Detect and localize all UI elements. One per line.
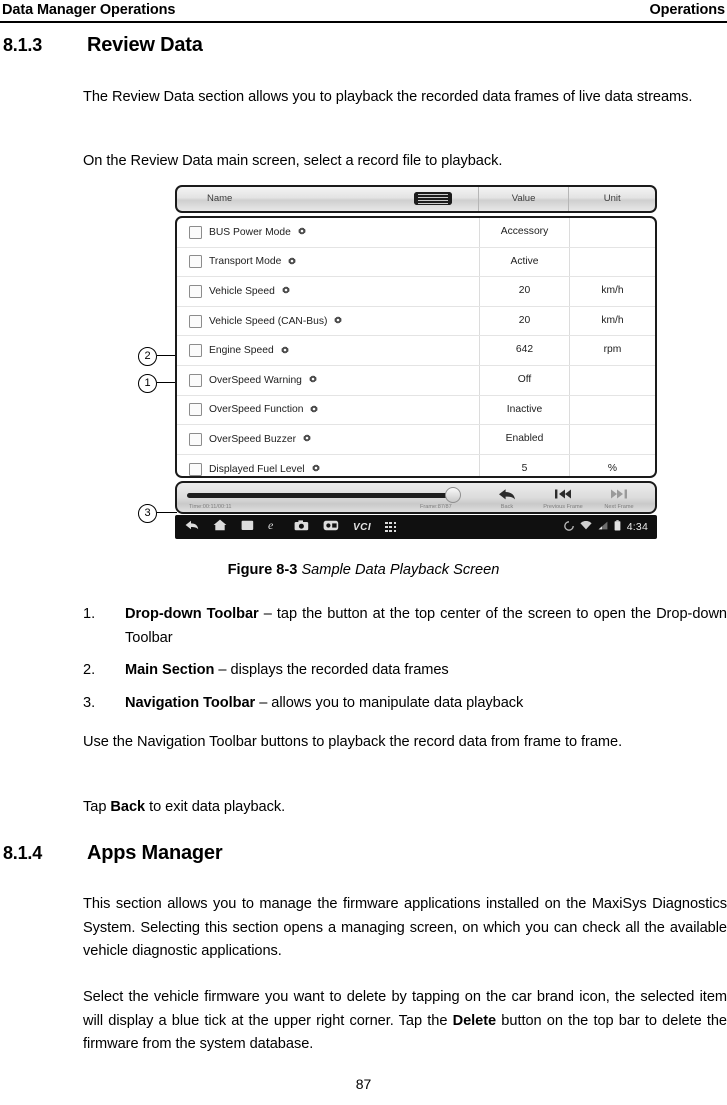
gear-icon[interactable] bbox=[309, 405, 319, 415]
previous-frame-button[interactable] bbox=[535, 487, 591, 510]
svg-text:e: e bbox=[268, 518, 274, 531]
table-row[interactable] bbox=[177, 425, 655, 455]
row-name-label: Vehicle Speed (CAN-Bus) bbox=[209, 315, 328, 327]
row-checkbox[interactable] bbox=[189, 463, 202, 476]
apps2-suffix: button on the top bar to delete the firmware from the system database. bbox=[83, 1012, 727, 1052]
row-value-cell: 642 bbox=[479, 336, 569, 365]
figure-sample-data-playback bbox=[0, 183, 727, 553]
data-rows-container bbox=[177, 218, 655, 476]
header-left-title: Data Manager Operations bbox=[2, 2, 176, 18]
row-name-cell bbox=[177, 315, 479, 328]
table-row[interactable] bbox=[177, 307, 655, 337]
back-arrow-icon bbox=[479, 487, 535, 501]
system-back-icon[interactable] bbox=[185, 518, 199, 536]
list-item-text bbox=[125, 692, 727, 716]
playback-frame-label: Frame:87/87 bbox=[420, 504, 452, 510]
row-checkbox[interactable] bbox=[189, 403, 202, 416]
numbered-list bbox=[83, 603, 727, 724]
list-item bbox=[83, 603, 727, 650]
section-title-2: Apps Manager bbox=[87, 842, 223, 864]
callout-marker-3: 3 bbox=[138, 504, 157, 523]
back-button[interactable] bbox=[479, 487, 535, 510]
battery-icon bbox=[614, 520, 621, 534]
paragraph-tap-back bbox=[83, 796, 727, 820]
gear-icon[interactable] bbox=[302, 434, 312, 444]
callout-leader-2 bbox=[157, 355, 177, 356]
system-recents-icon[interactable] bbox=[241, 518, 254, 536]
section-heading-review-data bbox=[3, 34, 723, 57]
row-name-label: Displayed Fuel Level bbox=[209, 463, 305, 475]
row-name-cell bbox=[177, 255, 479, 268]
gear-icon[interactable] bbox=[297, 227, 307, 237]
tablet-screen bbox=[175, 185, 657, 547]
screenshot-icon[interactable] bbox=[323, 518, 339, 536]
signal-icon bbox=[598, 521, 608, 533]
gear-icon[interactable] bbox=[333, 316, 343, 326]
list-item-text bbox=[125, 603, 727, 650]
android-system-bar[interactable] bbox=[175, 515, 657, 539]
browser-icon[interactable] bbox=[268, 518, 280, 536]
gear-icon[interactable] bbox=[280, 346, 290, 356]
row-value-cell: Enabled bbox=[479, 425, 569, 454]
paragraph-apps-2 bbox=[83, 986, 727, 1057]
gear-icon[interactable] bbox=[281, 286, 291, 296]
playback-time-label: Time:00:11/00:11 bbox=[189, 504, 232, 510]
list-item-number: 3. bbox=[83, 694, 96, 711]
list-item bbox=[83, 659, 727, 683]
paragraph-intro-1: The Review Data section allows you to playback the recorded data frames of live data streams. bbox=[83, 89, 693, 105]
row-name-label: BUS Power Mode bbox=[209, 226, 291, 238]
column-header-name: Name bbox=[207, 193, 233, 204]
callout-leader-1 bbox=[157, 382, 177, 383]
header-divider bbox=[0, 21, 727, 23]
tap-back-suffix: to exit data playback. bbox=[145, 799, 286, 815]
row-unit-cell bbox=[569, 366, 655, 395]
list-item-term: Navigation Toolbar bbox=[125, 694, 256, 711]
callout-marker-2: 2 bbox=[138, 347, 157, 366]
navigation-toolbar[interactable] bbox=[175, 481, 657, 514]
list-item-description: – allows you to manipulate data playback bbox=[255, 694, 524, 711]
previous-frame-icon bbox=[535, 487, 591, 501]
list-item-number: 1. bbox=[83, 606, 96, 622]
row-unit-cell: % bbox=[569, 455, 655, 478]
row-checkbox[interactable] bbox=[189, 255, 202, 268]
playback-slider-track[interactable] bbox=[187, 493, 457, 498]
tap-back-prefix: Tap bbox=[83, 799, 111, 815]
dropdown-toolbar-handle[interactable] bbox=[394, 187, 478, 211]
table-row[interactable] bbox=[177, 396, 655, 426]
row-name-cell bbox=[177, 285, 479, 298]
clock-label: 4:34 bbox=[626, 521, 648, 533]
figure-caption-text: Sample Data Playback Screen bbox=[301, 562, 500, 578]
list-item-number: 2. bbox=[83, 662, 96, 678]
callout-leader-3 bbox=[157, 512, 177, 513]
playback-slider-knob[interactable] bbox=[445, 487, 461, 503]
section-number-2: 8.1.4 bbox=[3, 843, 43, 863]
next-frame-button[interactable] bbox=[591, 487, 647, 510]
list-item-description: – tap the button at the top center of the screen to open the Drop-down Toolbar bbox=[125, 606, 727, 646]
figure-caption bbox=[0, 562, 727, 578]
table-row[interactable] bbox=[177, 336, 655, 366]
delete-keyword: Delete bbox=[452, 1012, 497, 1029]
row-unit-cell: km/h bbox=[569, 307, 655, 336]
row-name-label: OverSpeed Warning bbox=[209, 374, 302, 386]
system-home-icon[interactable] bbox=[213, 518, 227, 536]
row-value-cell: Accessory bbox=[479, 218, 569, 247]
dropdown-toolbar[interactable] bbox=[175, 185, 657, 213]
row-name-label: Vehicle Speed bbox=[209, 285, 275, 297]
row-name-cell bbox=[177, 433, 479, 446]
row-name-cell bbox=[177, 344, 479, 357]
row-unit-cell: km/h bbox=[569, 277, 655, 306]
column-header-unit: Unit bbox=[568, 187, 655, 211]
row-name-label: Transport Mode bbox=[209, 256, 282, 268]
list-item-description: – displays the recorded data frames bbox=[214, 662, 449, 678]
row-value-cell: Off bbox=[479, 366, 569, 395]
row-checkbox[interactable] bbox=[189, 315, 202, 328]
back-keyword: Back bbox=[110, 799, 146, 815]
row-name-cell bbox=[177, 463, 479, 476]
row-unit-cell bbox=[569, 248, 655, 277]
wifi-icon bbox=[580, 521, 592, 533]
row-name-cell bbox=[177, 374, 479, 387]
row-checkbox[interactable] bbox=[189, 374, 202, 387]
row-unit-cell bbox=[569, 218, 655, 247]
drag-handle-icon[interactable] bbox=[414, 192, 452, 205]
table-row[interactable] bbox=[177, 366, 655, 396]
column-header-value: Value bbox=[478, 187, 569, 211]
back-button-label: Back bbox=[500, 504, 514, 510]
row-name-cell bbox=[177, 226, 479, 239]
row-value-cell: Active bbox=[479, 248, 569, 277]
table-row[interactable] bbox=[177, 277, 655, 307]
section-heading-apps-manager bbox=[3, 842, 723, 865]
gear-icon[interactable] bbox=[311, 464, 321, 474]
row-name-cell bbox=[177, 403, 479, 416]
page-number: 87 bbox=[355, 1076, 372, 1092]
apps2-prefix: Select the vehicle firmware you want to delete by tapping on the car brand icon, the selected item will display a blue tick at the upper right corner. Tap the bbox=[83, 989, 727, 1029]
list-item-term: Main Section bbox=[125, 662, 215, 678]
paragraph-intro-2: On the Review Data main screen, select a record file to playback. bbox=[83, 153, 503, 169]
row-name-label: Engine Speed bbox=[209, 345, 274, 357]
previous-frame-label: Previous Frame bbox=[543, 504, 583, 510]
paragraph-apps-1: This section allows you to manage the firmware applications installed on the MaxiSys Diagnostics System. Selecting this section opens a managing screen, on which you can check all the available vehicle diagnostic applications. bbox=[83, 896, 727, 959]
callout-marker-1: 1 bbox=[138, 374, 157, 393]
sync-icon bbox=[564, 521, 574, 534]
next-frame-icon bbox=[591, 487, 647, 501]
row-checkbox[interactable] bbox=[189, 433, 202, 446]
row-checkbox[interactable] bbox=[189, 344, 202, 357]
list-item-text bbox=[125, 659, 727, 683]
row-value-cell: 5 bbox=[479, 455, 569, 478]
section-title: Review Data bbox=[87, 34, 203, 56]
row-value-cell: 20 bbox=[479, 307, 569, 336]
apps-grid-icon[interactable] bbox=[385, 522, 396, 533]
gear-icon[interactable] bbox=[308, 375, 318, 385]
gear-icon[interactable] bbox=[287, 257, 297, 267]
row-name-label: OverSpeed Function bbox=[209, 404, 304, 416]
table-row[interactable] bbox=[177, 455, 655, 478]
system-bar-left-icons bbox=[175, 518, 396, 536]
row-unit-cell: rpm bbox=[569, 336, 655, 365]
section-number: 8.1.3 bbox=[3, 35, 43, 55]
list-item bbox=[83, 692, 727, 716]
list-item-term: Drop-down Toolbar bbox=[125, 606, 259, 622]
row-checkbox[interactable] bbox=[189, 285, 202, 298]
playback-slider[interactable] bbox=[187, 488, 457, 502]
row-name-label: OverSpeed Buzzer bbox=[209, 433, 296, 445]
paragraph-use-navigation: Use the Navigation Toolbar buttons to playback the record data from frame to frame. bbox=[83, 734, 623, 750]
header-right-title: Operations bbox=[649, 2, 725, 18]
camera-icon[interactable] bbox=[294, 518, 309, 536]
next-frame-label: Next Frame bbox=[604, 504, 634, 510]
row-unit-cell bbox=[569, 396, 655, 425]
main-section-data-list[interactable] bbox=[175, 216, 657, 478]
row-value-cell: Inactive bbox=[479, 396, 569, 425]
table-row[interactable] bbox=[177, 248, 655, 278]
system-bar-status-icons bbox=[564, 520, 657, 534]
table-row[interactable] bbox=[177, 218, 655, 248]
row-unit-cell bbox=[569, 425, 655, 454]
row-value-cell: 20 bbox=[479, 277, 569, 306]
row-checkbox[interactable] bbox=[189, 226, 202, 239]
figure-caption-number: Figure 8-3 bbox=[227, 562, 298, 578]
vci-label[interactable]: VCI bbox=[353, 521, 372, 533]
